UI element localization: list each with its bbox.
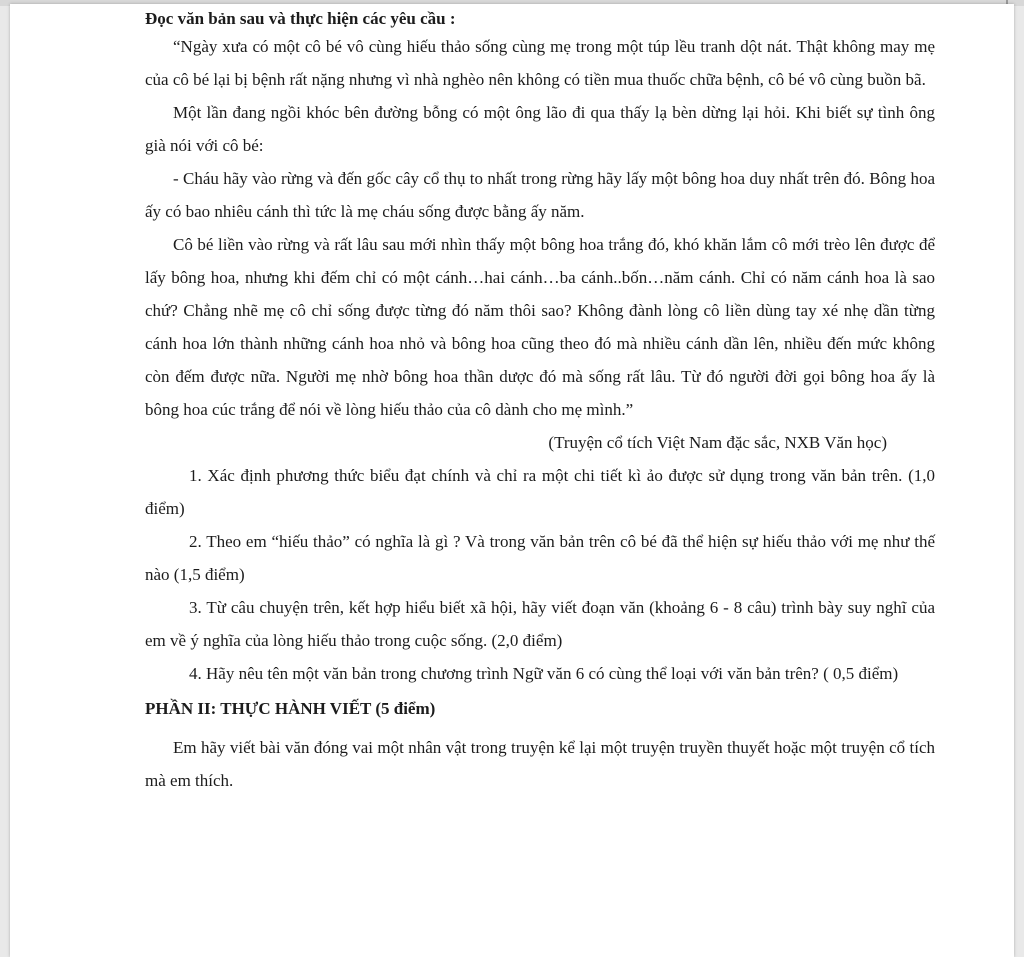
story-paragraph: Cô bé liền vào rừng và rất lâu sau mới nhìn thấy một bông hoa trắng đó, khó khăn lắm cô mới trèo lên được để lấy bông hoa, nhưng khi đếm chỉ có một cánh…hai cánh…ba cánh..bốn…năm cánh. Chỉ có năm cánh hoa là sao chứ? Chẳng nhẽ mẹ cô chỉ sống được từng đó năm thôi sao? Không đành lòng cô liền dùng tay xé nhẹ dần từng cánh hoa lớn thành những cánh hoa nhỏ và bông hoa cũng theo đó mà nhiều cánh dần lên, nhiều đến mức không còn đếm được nữa. Người mẹ nhờ bông hoa thần dược đó mà sống rất lâu. Từ đó người đời gọi bông hoa ấy là bông hoa cúc trắng để nói về lòng hiếu thảo của cô dành cho mẹ mình.” [145,235,935,419]
story-paragraph: - Cháu hãy vào rừng và đến gốc cây cổ thụ to nhất trong rừng hãy lấy một bông hoa duy nhất trên đó. Bông hoa ấy có bao nhiêu cánh thì tức là mẹ cháu sống được bằng ấy năm. [145,169,935,221]
reading-instruction: Đọc văn bản sau và thực hiện các yêu cầu : [145,9,456,28]
story-paragraph: Một lần đang ngồi khóc bên đường bỗng có một ông lão đi qua thấy lạ bèn dừng lại hỏi. Khi biết sự tình ông già nói với cô bé: [145,103,935,155]
writing-task: Em hãy viết bài văn đóng vai một nhân vật trong truyện kể lại một truyện truyền thuyết hoặc một truyện cổ tích mà em thích. [145,738,935,790]
document-page [10,4,1014,957]
question-item: 4. Hãy nêu tên một văn bản trong chương trình Ngữ văn 6 có cùng thể loại với văn bản trên? ( 0,5 điểm) [189,664,899,683]
document-content [145,9,935,797]
question-item: 3. Từ câu chuyện trên, kết hợp hiểu biết xã hội, hãy viết đoạn văn (khoảng 6 - 8 câu) trình bày suy nghĩ của em về ý nghĩa của lòng hiếu thảo trong cuộc sống. (2,0 điểm) [145,598,935,650]
question-item: 2. Theo em “hiếu thảo” có nghĩa là gì ? Và trong văn bản trên cô bé đã thể hiện sự hiếu thảo với mẹ như thế nào (1,5 điểm) [145,532,935,584]
section-title: PHẦN II: THỰC HÀNH VIẾT (5 điểm) [145,699,436,718]
story-paragraph: “Ngày xưa có một cô bé vô cùng hiếu thảo sống cùng mẹ trong một túp lều tranh dột nát. Thật không may mẹ của cô bé lại bị bệnh rất nặng nhưng vì nhà nghèo nên không có tiền mua thuốc chữa bệnh, cô bé vô cùng buồn bã. [145,37,935,89]
story-source: (Truyện cổ tích Việt Nam đặc sắc, NXB Văn học) [548,433,887,452]
question-item: 1. Xác định phương thức biểu đạt chính và chỉ ra một chi tiết kì ảo được sử dụng trong văn bản trên. (1,0 điểm) [145,466,935,518]
